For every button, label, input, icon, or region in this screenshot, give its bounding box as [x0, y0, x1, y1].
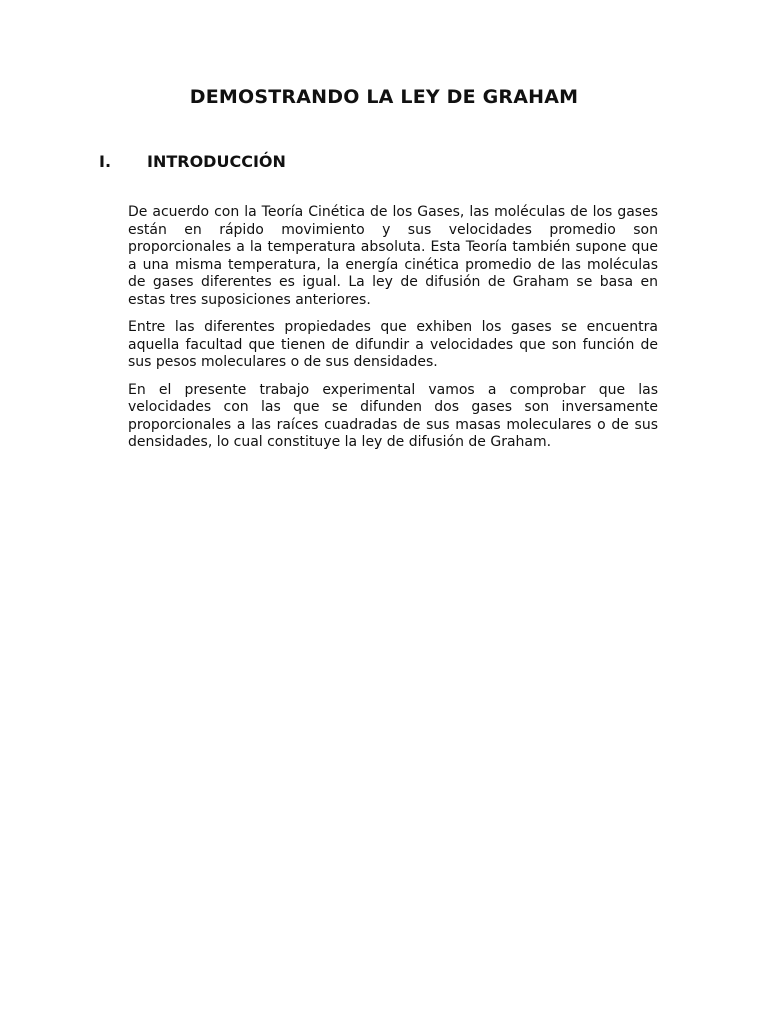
section-title: INTRODUCCIÓN — [147, 152, 286, 171]
paragraph-3: En el presente trabajo experimental vamos a comprobar que las velocidades con las que se difunden dos gases son inversamente proporcionales a las raíces cuadradas de sus masas moleculares o de sus densidades, lo cual constituye la ley de difusión de Graham. — [128, 381, 658, 450]
section-number: I. — [99, 152, 112, 171]
document-title: DEMOSTRANDO LA LEY DE GRAHAM — [189, 86, 579, 108]
paragraph-2: Entre las diferentes propiedades que exhiben los gases se encuentra aquella facultad que tienen de difundir a velocidades que son función de sus pesos moleculares o de sus densidades. — [128, 319, 658, 370]
paragraph-1: De acuerdo con la Teoría Cinética de los Gases, las moléculas de los gases están en rápido movimiento y sus velocidades promedio son proporcionales a la temperatura absoluta. Esta Teoría también supone que a una misma temperatura, la energía cinética promedio de las moléculas de gases diferentes es igual. La ley de difusión de Graham se basa en estas tres suposiciones anteriores. — [128, 204, 658, 308]
section-heading — [99, 152, 286, 171]
introduction-body — [128, 204, 658, 462]
